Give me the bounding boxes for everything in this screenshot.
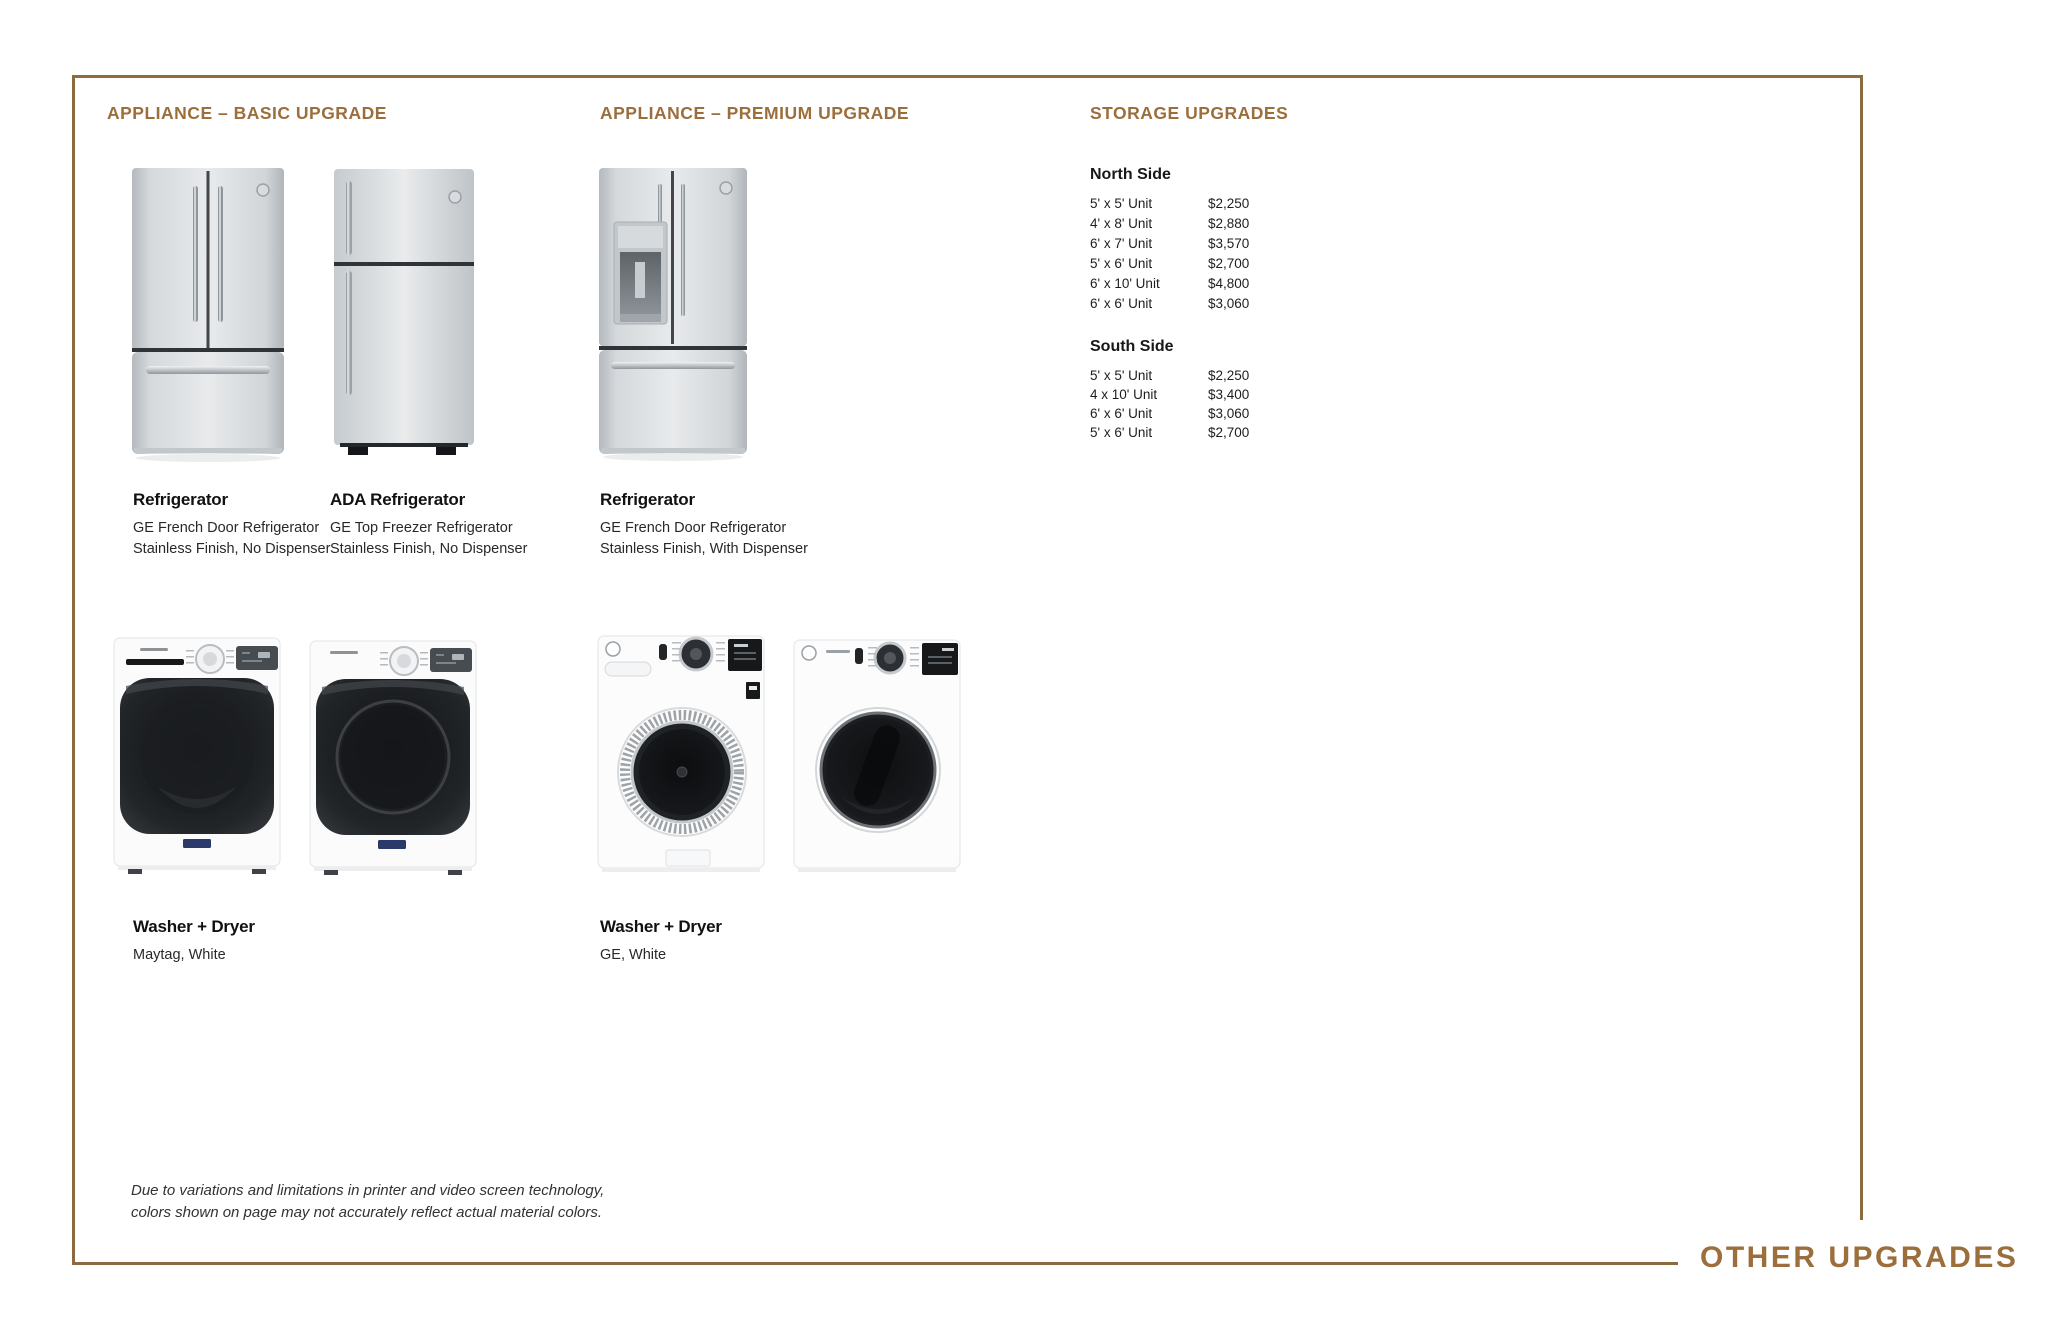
storage-row — [1090, 234, 1370, 254]
unit-price: $2,250 — [1208, 196, 1250, 211]
disclaimer — [131, 1180, 604, 1224]
storage-row — [1090, 423, 1370, 442]
product-desc-line2: Stainless Finish, No Dispenser — [330, 541, 528, 557]
footer-section-label: OTHER UPGRADES — [1700, 1241, 2019, 1274]
unit-size: 5' x 5' Unit — [1090, 196, 1153, 211]
basic-section-title: APPLIANCE – BASIC UPGRADE — [107, 103, 387, 123]
unit-price: $3,060 — [1208, 296, 1250, 311]
ge-logo-icon — [257, 184, 269, 196]
storage-row — [1090, 294, 1370, 314]
storage-row — [1090, 254, 1370, 274]
dryer-display — [430, 648, 472, 672]
product-desc-line2: Stainless Finish, No Dispenser — [133, 541, 331, 557]
frame-top-border — [72, 75, 1860, 78]
storage-south-list — [1090, 366, 1370, 442]
product-desc-line1: Maytag, White — [133, 947, 226, 963]
product-name: Refrigerator — [133, 490, 228, 509]
product-desc-line1: GE Top Freezer Refrigerator — [330, 520, 513, 536]
unit-size: 6' x 10' Unit — [1090, 276, 1160, 291]
washer-door — [618, 708, 746, 836]
premium-french-door-fridge-image — [597, 166, 749, 463]
product-desc-line1: GE French Door Refrigerator — [600, 520, 787, 536]
storage-row — [1090, 214, 1370, 234]
storage-north-label: North Side — [1090, 166, 1171, 183]
premium-dryer-image — [792, 638, 964, 875]
premium-section-title: APPLIANCE – PREMIUM UPGRADE — [600, 103, 910, 123]
unit-size: 5' x 5' Unit — [1090, 368, 1153, 383]
maytag-badge — [378, 840, 406, 849]
unit-size: 6' x 6' Unit — [1090, 296, 1153, 311]
unit-size: 4 x 10' Unit — [1090, 387, 1158, 402]
unit-size: 6' x 6' Unit — [1090, 406, 1153, 421]
storage-north-list — [1090, 194, 1370, 314]
basic-washer-image — [112, 636, 284, 876]
unit-price: $3,400 — [1208, 387, 1250, 402]
storage-row — [1090, 274, 1370, 294]
product-name: Washer + Dryer — [600, 917, 722, 936]
dryer-display — [922, 643, 958, 675]
detergent-drawer — [605, 662, 651, 676]
unit-price: $2,700 — [1208, 256, 1250, 271]
ge-logo-icon — [720, 182, 732, 194]
frame-left-border — [72, 75, 75, 1265]
unit-size: 6' x 7' Unit — [1090, 236, 1153, 251]
washer-display — [236, 646, 278, 670]
product-desc-line2: Stainless Finish, With Dispenser — [600, 541, 808, 557]
basic-top-freezer-fridge-image — [330, 167, 478, 459]
storage-section-title: STORAGE UPGRADES — [1090, 103, 1289, 123]
frame-right-border — [1860, 75, 1863, 1220]
product-desc-line1: GE French Door Refrigerator — [133, 520, 320, 536]
unit-price: $2,250 — [1208, 368, 1250, 383]
washer-display — [728, 639, 762, 671]
disclaimer-line2: colors shown on page may not accurately reflect actual material colors. — [131, 1204, 603, 1221]
basic-washer-label — [133, 917, 255, 966]
unit-size: 5' x 6' Unit — [1090, 256, 1153, 271]
basic-french-door-fridge-image — [130, 166, 286, 464]
dryer-door — [816, 708, 940, 832]
unit-price: $2,880 — [1208, 216, 1250, 231]
premium-washer-label — [600, 917, 722, 966]
unit-price: $2,700 — [1208, 425, 1250, 440]
product-desc-line1: GE, White — [600, 947, 667, 963]
unit-size: 4' x 8' Unit — [1090, 216, 1153, 231]
storage-row — [1090, 385, 1370, 404]
storage-row — [1090, 404, 1370, 423]
premium-product-1-label — [600, 490, 808, 560]
basic-product-1-label — [133, 490, 330, 560]
ge-logo-icon — [449, 191, 461, 203]
unit-price: $3,060 — [1208, 406, 1250, 421]
ge-logo-icon — [606, 642, 620, 656]
energy-badge — [746, 682, 760, 699]
storage-row — [1090, 366, 1370, 385]
water-dispenser — [614, 222, 667, 324]
basic-dryer-image — [308, 639, 480, 875]
basic-product-2-label — [330, 490, 527, 560]
product-name: Refrigerator — [600, 490, 695, 509]
product-name: Washer + Dryer — [133, 917, 255, 936]
product-name: ADA Refrigerator — [330, 490, 466, 509]
premium-washer-image — [596, 634, 768, 876]
ge-logo-icon — [802, 646, 816, 660]
storage-south-label: South Side — [1090, 338, 1174, 355]
maytag-badge — [183, 839, 211, 848]
disclaimer-line1: Due to variations and limitations in printer and video screen technology, — [131, 1182, 605, 1199]
storage-row — [1090, 194, 1370, 214]
unit-size: 5' x 6' Unit — [1090, 425, 1153, 440]
frame-bottom-border — [72, 1262, 1678, 1265]
unit-price: $3,570 — [1208, 236, 1250, 251]
unit-price: $4,800 — [1208, 276, 1250, 291]
